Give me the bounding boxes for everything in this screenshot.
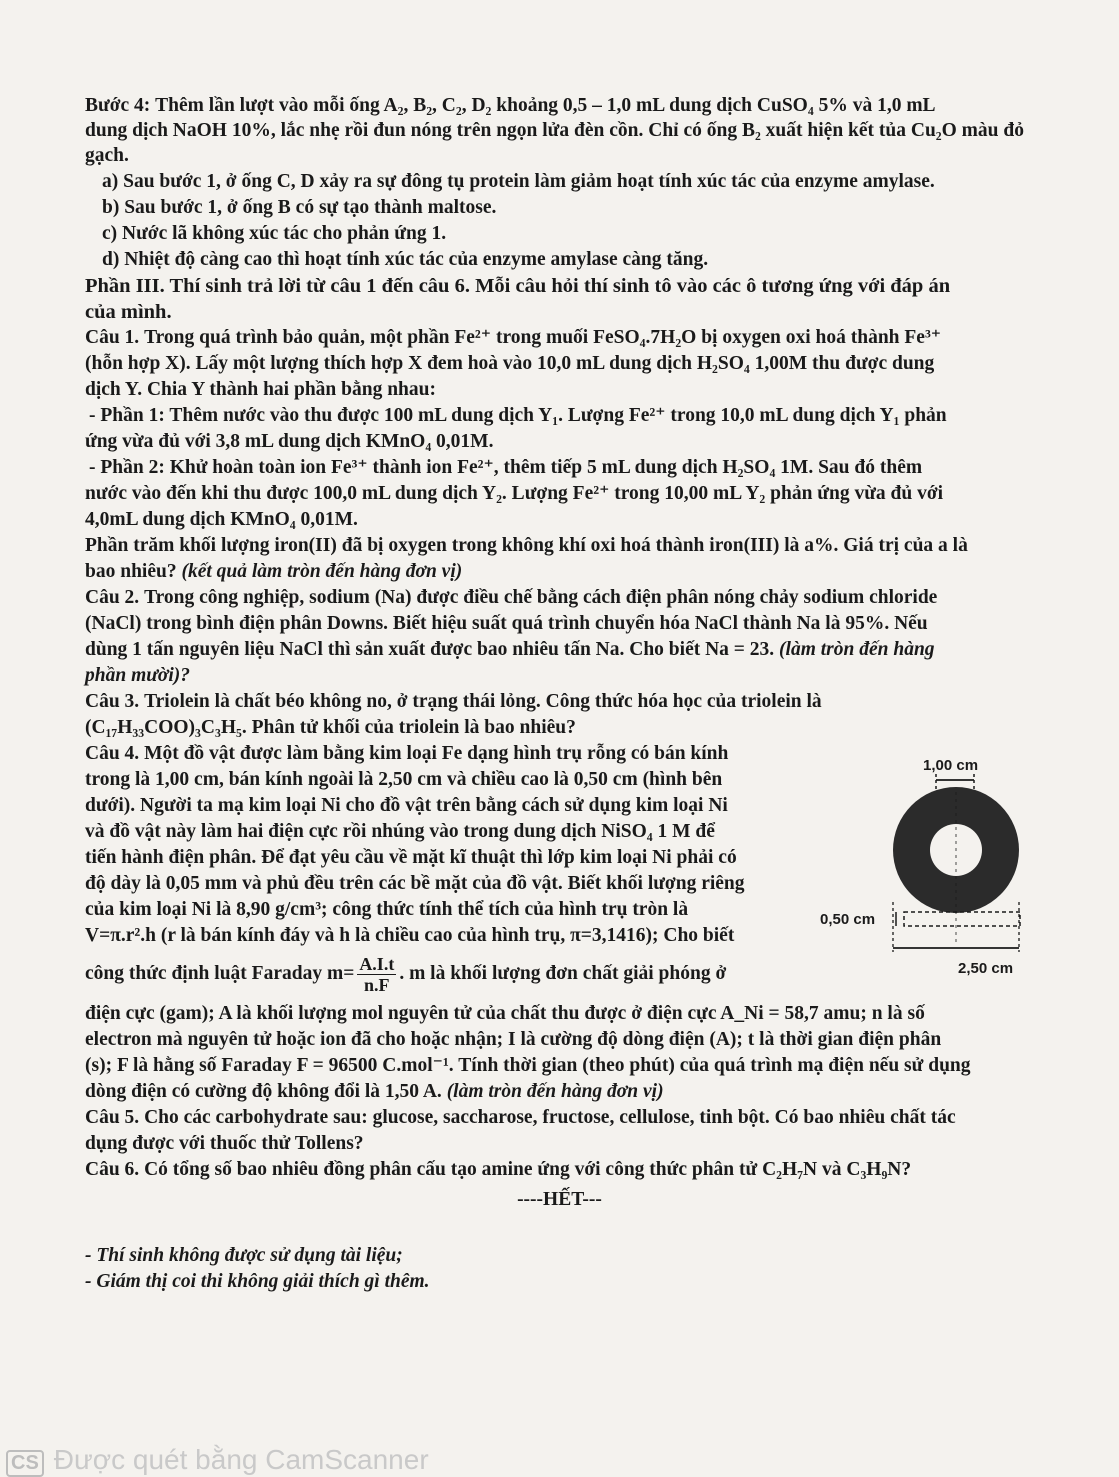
q1-text1: Trong quá trình bảo quản, một phần Fe²⁺ trong muối FeSO₄.7H₂O bị oxygen oxi hoá thành Fe³⁺ bbox=[144, 327, 942, 348]
q1-rounding-note: (kết quả làm tròn đến hàng đơn vị) bbox=[181, 561, 463, 582]
q1-line3: dịch Y. Chia Y thành hai phần bằng nhau: bbox=[85, 379, 436, 400]
step4-line1 bbox=[85, 94, 936, 118]
q4-line2: trong là 1,00 cm, bán kính ngoài là 2,50 cm và chiều cao là 0,50 cm (hình bên bbox=[85, 769, 723, 790]
ring-figure bbox=[808, 752, 1068, 982]
q3-line1 bbox=[85, 690, 822, 714]
q4-line11: electron mà nguyên tử hoặc ion đã cho hoặc nhận; I là cường độ dòng điện (A); t là thời gian điện phân bbox=[85, 1029, 942, 1050]
formula-numerator: A.I.t bbox=[359, 954, 395, 975]
q4-text13a: dòng điện có cường độ không đổi là 1,50 A. bbox=[85, 1081, 442, 1102]
q1-line5: ứng vừa đủ với 3,8 mL dung dịch KMnO₄ 0,01M. bbox=[85, 431, 494, 452]
q4-line9 bbox=[85, 952, 726, 996]
step4-line3: gạch. bbox=[85, 145, 129, 166]
q1-line7: nước vào đến khi thu được 100,0 mL dung dịch Y₂. Lượng Fe²⁺ trong 10,00 mL Y₂ phản ứng vừa đủ với bbox=[85, 483, 944, 504]
part3-heading-2: của mình. bbox=[85, 301, 172, 323]
q4-line7: của kim loại Ni là 8,90 g/cm³; công thức tính thể tích của hình trụ tròn là bbox=[85, 899, 689, 920]
q2-line1 bbox=[85, 586, 937, 610]
q4-text1: Một đồ vật được làm bằng kim loại Fe dạng hình trụ rỗng có bán kính bbox=[144, 743, 729, 764]
note-1: - Thí sinh không được sử dụng tài liệu; bbox=[85, 1245, 403, 1266]
step4-label: Bước 4: bbox=[85, 95, 151, 116]
q3-label: Câu 3. bbox=[85, 691, 140, 712]
q1-line2: (hỗn hợp X). Lấy một lượng thích hợp X đem hoà vào 10,0 mL dung dịch H₂SO₄ 1,00M thu được dung bbox=[85, 353, 935, 374]
step4-text1: Thêm lần lượt vào mỗi ống A₂, B₂, C₂, D₂ khoảng 0,5 – 1,0 mL dung dịch CuSO₄ 5% và 1,0 mL bbox=[155, 95, 936, 116]
q1-line6: - Phần 2: Khử hoàn toàn ion Fe³⁺ thành ion Fe²⁺, thêm tiếp 5 mL dung dịch H₂SO₄ 1M. Sau đó thêm bbox=[89, 457, 923, 478]
end-marker: ----HẾT--- bbox=[517, 1189, 602, 1210]
q4-line8: V=π.r².h (r là bán kính đáy và h là chiều cao của hình trụ, π=3,1416); Cho biết bbox=[85, 925, 735, 946]
q4-label: Câu 4. bbox=[85, 743, 140, 764]
q5-label: Câu 5. bbox=[85, 1107, 140, 1128]
faraday-formula bbox=[326, 954, 399, 996]
q4-line5: tiến hành điện phân. Để đạt yêu cầu về mặt kĩ thuật thì lớp kim loại Ni phải có bbox=[85, 847, 737, 868]
q1-line1 bbox=[85, 326, 941, 350]
q5-line2: dụng được với thuốc thử Tollens? bbox=[85, 1133, 364, 1154]
ring-diagram bbox=[808, 752, 1068, 982]
q1-line8: 4,0mL dung dịch KMnO₄ 0,01M. bbox=[85, 509, 358, 530]
q4-line6: độ dày là 0,05 mm và phủ đều trên các bề mặt của đồ vật. Biết khối lượng riêng bbox=[85, 873, 745, 894]
q5-line1 bbox=[85, 1106, 956, 1130]
step4-line2: dung dịch NaOH 10%, lắc nhẹ rồi đun nóng trên ngọn lửa đèn cồn. Chỉ có ống B₂ xuất hiện kết tủa Cu₂O màu đỏ bbox=[85, 120, 1024, 141]
formula-lhs: m= bbox=[326, 963, 355, 984]
q4-line4: và đồ vật này làm hai điện cực rồi nhúng vào trong dung dịch NiSO₄ 1 M để bbox=[85, 821, 715, 842]
note-2: - Giám thị coi thi không giải thích gì thêm. bbox=[85, 1271, 430, 1292]
q1-line10 bbox=[85, 560, 462, 584]
statement-c: c) Nước lã không xúc tác cho phản ứng 1. bbox=[102, 223, 447, 244]
height-rect bbox=[904, 912, 1020, 926]
camscanner-watermark bbox=[6, 1444, 429, 1477]
q2-text1: Trong công nghiệp, sodium (Na) được điều chế bằng cách điện phân nóng chảy sodium chloride bbox=[144, 587, 938, 608]
q4-rounding-note: (làm tròn đến hàng đơn vị) bbox=[446, 1081, 664, 1102]
q4-line3: dưới). Người ta mạ kim loại Ni cho đồ vật trên bằng cách sử dụng kim loại Ni bbox=[85, 795, 728, 816]
q6-label: Câu 6. bbox=[85, 1159, 140, 1180]
part3-heading: Phần III. Thí sinh trả lời từ câu 1 đến câu 6. Mỗi câu hỏi thí sinh tô vào các ô tương ứng với đáp án bbox=[85, 275, 951, 297]
q4-line1 bbox=[85, 742, 728, 766]
q3-line2: (C₁₇H₃₃COO)₃C₃H₅. Phân tử khối của triolein là bao nhiêu? bbox=[85, 717, 576, 738]
q4-line13 bbox=[85, 1080, 664, 1104]
q2-text3a: dùng 1 tấn nguyên liệu NaCl thì sản xuất được bao nhiêu tấn Na. Cho biết Na = 23. bbox=[85, 639, 775, 660]
q2-rounding-note: (làm tròn đến hàng bbox=[779, 639, 935, 660]
q4-text9a: công thức định luật Faraday bbox=[85, 963, 323, 984]
q1-line9: Phần trăm khối lượng iron(II) đã bị oxygen trong không khí oxi hoá thành iron(III) là a%. Giá trị của a là bbox=[85, 535, 968, 556]
camscanner-text: Được quét bằng CamScanner bbox=[53, 1444, 429, 1475]
statement-d: d) Nhiệt độ càng cao thì hoạt tính xúc tác của enzyme amylase càng tăng. bbox=[102, 249, 709, 270]
q3-text1: Triolein là chất béo không no, ở trạng thái lỏng. Công thức hóa học của triolein là bbox=[144, 691, 822, 712]
label-bottom: 2,50 cm bbox=[958, 960, 1014, 977]
q2-line4: phần mười)? bbox=[85, 665, 191, 686]
q1-line4: - Phần 1: Thêm nước vào thu được 100 mL dung dịch Y₁. Lượng Fe²⁺ trong 10,0 mL dung dịch Y₁ phản bbox=[89, 405, 947, 426]
q5-text1: Cho các carbohydrate sau: glucose, saccharose, fructose, cellulose, tinh bột. Có bao nhiêu chất tác bbox=[144, 1107, 956, 1128]
formula-fraction bbox=[357, 954, 396, 995]
q4-line12: (s); F là hằng số Faraday F = 96500 C.mol⁻¹. Tính thời gian (theo phút) của quá trình mạ điện nếu sử dụng bbox=[85, 1055, 971, 1076]
q2-line3 bbox=[85, 638, 935, 662]
q1-text10a: bao nhiêu? bbox=[85, 561, 177, 582]
q4-line10: điện cực (gam); A là khối lượng mol nguyên tử của chất thu được ở điện cực A_Ni = 58,7 amu; n là số bbox=[85, 1003, 925, 1024]
q1-label: Câu 1. bbox=[85, 327, 140, 348]
q2-label: Câu 2. bbox=[85, 587, 140, 608]
label-top: 1,00 cm bbox=[923, 757, 979, 774]
camscanner-badge: CS bbox=[6, 1450, 44, 1477]
statement-a: a) Sau bước 1, ở ống C, D xảy ra sự đông tụ protein làm giảm hoạt tính xúc tác của enzyme amylase. bbox=[102, 171, 935, 192]
formula-denominator: n.F bbox=[364, 975, 390, 996]
statement-b: b) Sau bước 1, ở ống B có sự tạo thành maltose. bbox=[102, 197, 497, 218]
label-mid: 0,50 cm bbox=[820, 911, 876, 928]
q6-text1: Có tổng số bao nhiêu đồng phân cấu tạo amine ứng với công thức phân tử C₂H₇N và C₃H₉N? bbox=[144, 1159, 912, 1180]
q2-line2: (NaCl) trong bình điện phân Downs. Biết hiệu suất quá trình chuyển hóa NaCl thành Na là 95%. Nếu bbox=[85, 613, 928, 634]
q4-text9b: . m là khối lượng đơn chất giải phóng ở bbox=[399, 963, 727, 984]
q6-line1 bbox=[85, 1158, 911, 1182]
